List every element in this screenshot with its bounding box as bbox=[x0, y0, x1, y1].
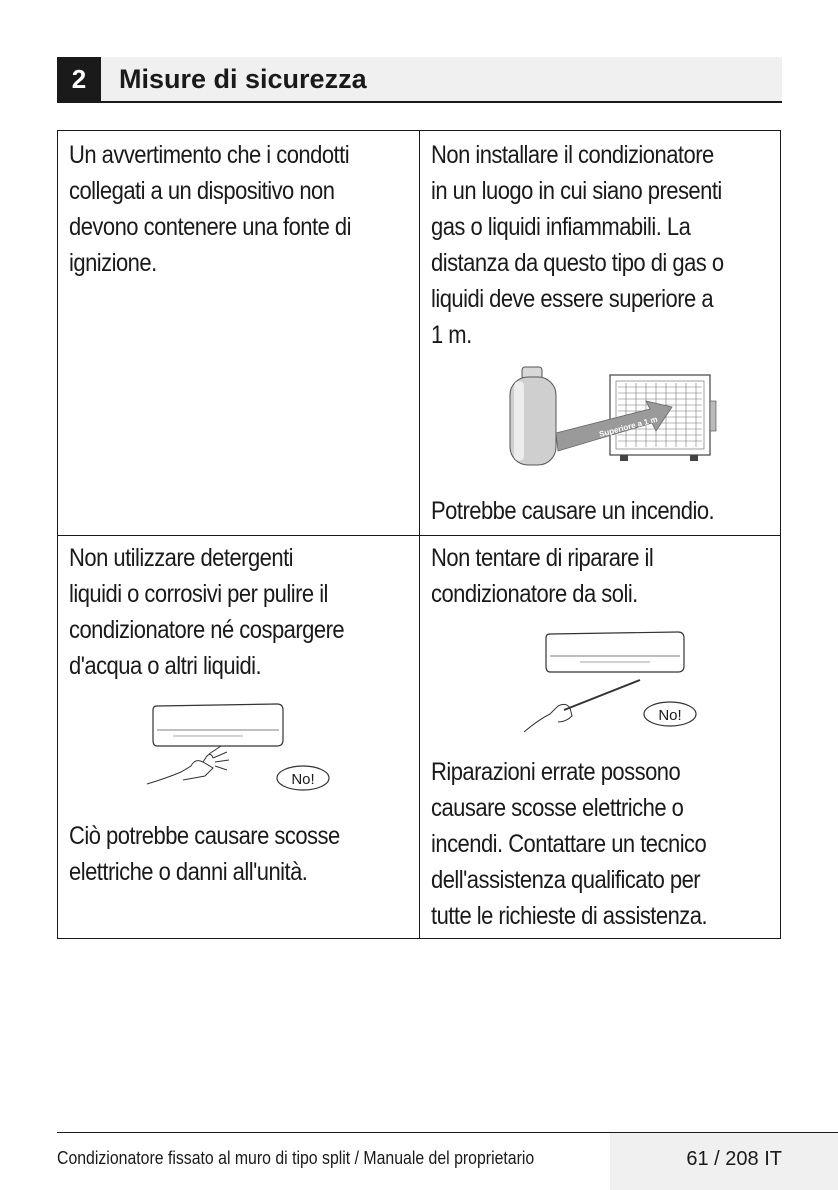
distance-label: Superiore a 1 m bbox=[598, 414, 659, 439]
cell-text: Un avvertimento che i condotti collegati a un dispositivo non devono contenere una fonte di ignizione. bbox=[69, 141, 351, 277]
cell-text: Non utilizzare detergenti liquidi o corrosivi per pulire il condizionatore né cospargere d'acqua o altri liquidi. bbox=[69, 544, 345, 680]
section-header bbox=[57, 57, 782, 103]
gas-cylinder-outdoor-unit-illustration bbox=[500, 361, 720, 471]
cell-ignition-warning bbox=[58, 131, 420, 536]
safety-table bbox=[57, 130, 781, 939]
indoor-unit-icon bbox=[546, 632, 684, 672]
no-badge-text: No! bbox=[291, 771, 315, 788]
screwdriver-hand-icon bbox=[524, 680, 640, 732]
gas-cylinder-icon bbox=[510, 367, 556, 465]
footer-page-number: 61 / 208 IT bbox=[686, 1148, 782, 1170]
cell-consequence: Riparazioni errate possono causare scosse elettriche o incendi. Contattare un tecnico dell'assistenza qualificato per tutte le richieste di assistenza. bbox=[431, 758, 708, 930]
no-badge bbox=[277, 766, 329, 790]
indoor-unit-icon bbox=[153, 704, 283, 746]
cell-consequence: Potrebbe causare un incendio. bbox=[431, 497, 715, 525]
no-badge-text: No! bbox=[658, 707, 682, 724]
hand-spray-icon bbox=[147, 746, 229, 784]
cell-flammable-gas bbox=[420, 131, 780, 536]
repair-attempt-illustration bbox=[520, 626, 740, 736]
cell-no-self-repair bbox=[420, 536, 780, 938]
section-number: 2 bbox=[57, 57, 101, 101]
section-title: Misure di sicurezza bbox=[119, 64, 367, 94]
cell-consequence: Ciò potrebbe causare scosse elettriche o danni all'unità. bbox=[69, 822, 340, 886]
cell-no-liquid-cleaners bbox=[58, 536, 420, 938]
cell-text: Non tentare di riparare il condizionatore da soli. bbox=[431, 544, 654, 608]
footer-manual-title: Condizionatore fissato al muro di tipo split / Manuale del proprietario bbox=[57, 1148, 535, 1168]
cell-text: Non installare il condizionatore in un luogo in cui siano presenti gas o liquidi infiammabili. La distanza da questo tipo di gas o liquidi deve essere superiore a 1 m. bbox=[431, 141, 724, 349]
spray-on-indoor-unit-illustration bbox=[143, 696, 333, 796]
no-badge bbox=[644, 702, 696, 726]
